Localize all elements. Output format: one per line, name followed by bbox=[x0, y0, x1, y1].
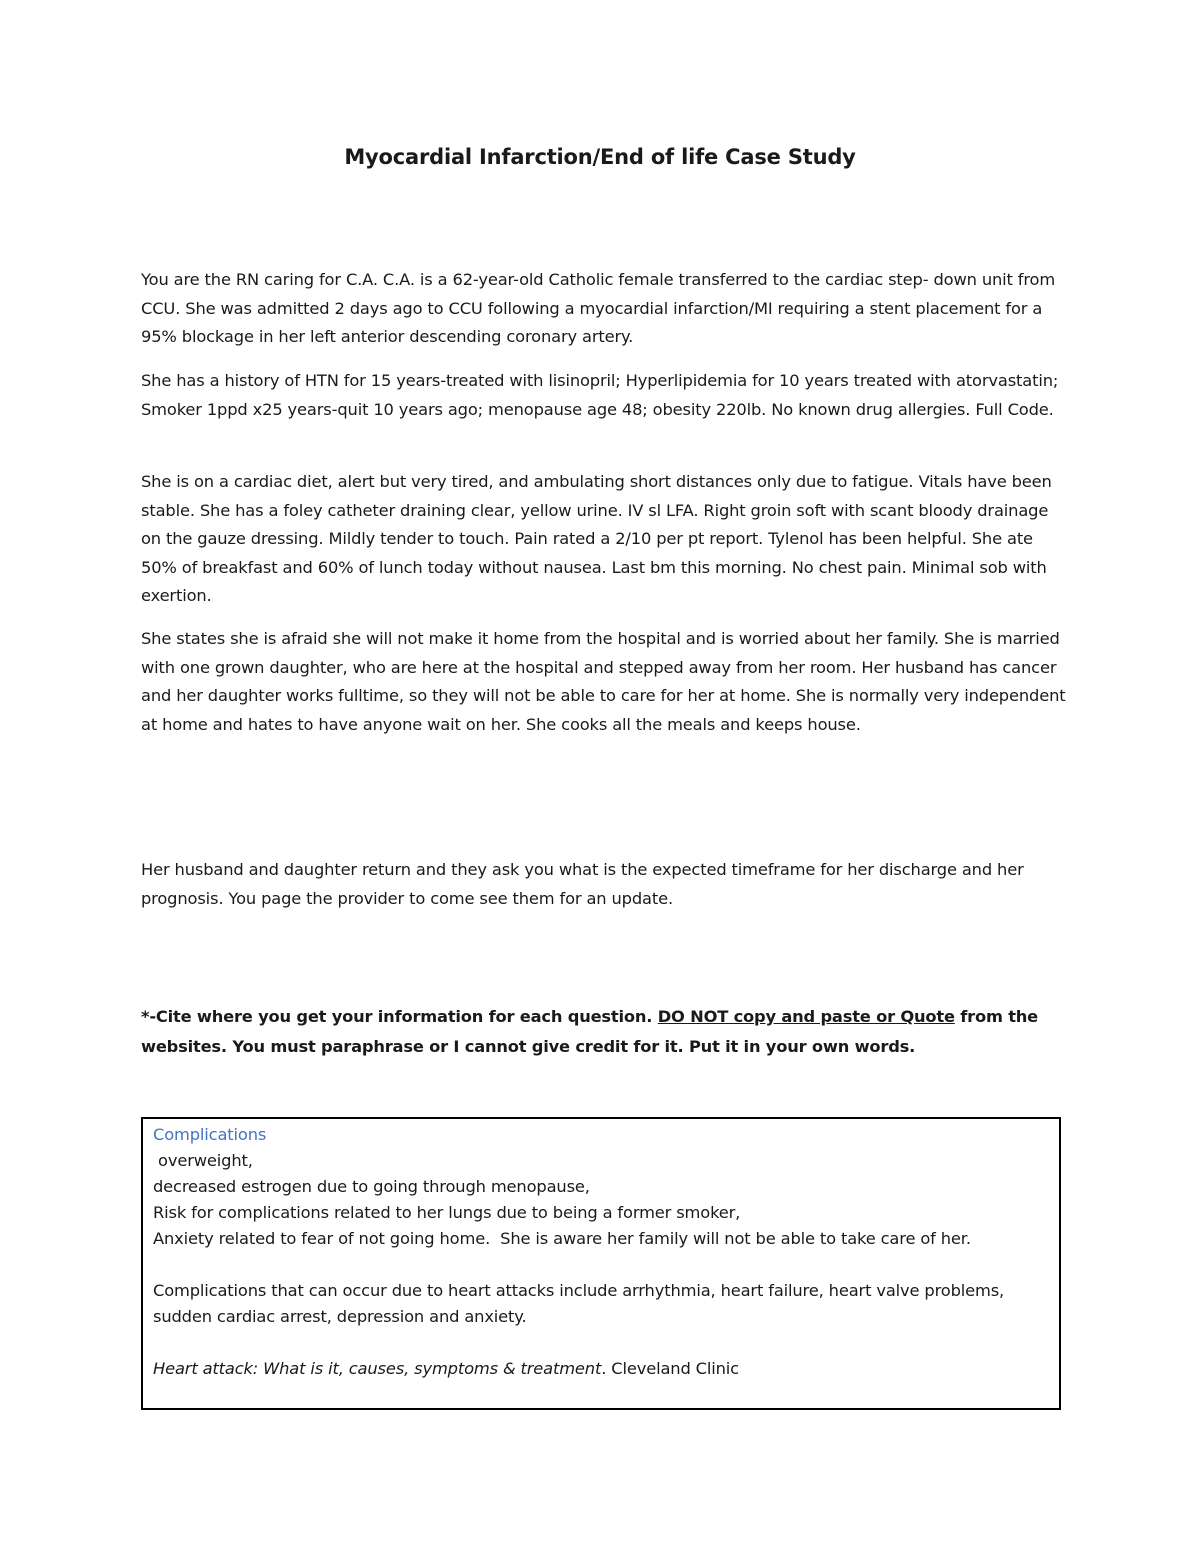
citation-instructions bbox=[141, 1002, 1071, 1062]
case-intro-paragraph: You are the RN caring for C.A. C.A. is a 62-year-old Catholic female transferred to the cardiac step- down unit from CCU. She was admitted 2 days ago to CCU following a myocardial infarction/MI requiring a stent placement for a 95% blockage in her left anterior descending coronary artery. bbox=[141, 270, 1056, 346]
answer-line: overweight, bbox=[153, 1151, 253, 1170]
answer-line: Anxiety related to fear of not going home. She is aware her family will not be able to take care of her. bbox=[153, 1229, 971, 1248]
spacer bbox=[153, 1330, 1058, 1356]
answer-line: decreased estrogen due to going through menopause, bbox=[153, 1177, 590, 1196]
note-text-end: from the websites. You must paraphrase or I cannot give credit for it. Put it in your own words. bbox=[141, 1007, 1039, 1056]
answer-line: Risk for complications related to her lungs due to being a former smoker, bbox=[153, 1203, 741, 1222]
spacer bbox=[153, 1252, 1058, 1278]
citation-title: Heart attack: What is it, causes, symptoms & treatment bbox=[153, 1359, 602, 1378]
note-underlined-text: DO NOT copy and paste or Quote bbox=[657, 1007, 955, 1026]
history-paragraph: She has a history of HTN for 15 years-treated with lisinopril; Hyperlipidemia for 10 years treated with atorvastatin; Smoker 1ppd x25 years-quit 10 years ago; menopause age 48; obesity 220lb. No known drug allergies. Full Code. bbox=[141, 371, 1059, 419]
answer-citation bbox=[153, 1356, 1058, 1382]
psychosocial-paragraph: She states she is afraid she will not make it home from the hospital and is worried about her family. She is married with one grown daughter, who are here at the hospital and stepped away from her room. Her husband has cancer and her daughter works fulltime, so they will not be able to care for her at home. She is normally very independent at home and hates to have anyone wait on her. She cooks all the meals and keeps house. bbox=[141, 629, 1066, 734]
family-paragraph: Her husband and daughter return and they ask you what is the expected timeframe for her discharge and her prognosis. You page the provider to come see them for an update. bbox=[141, 860, 1024, 908]
note-text-start: *-Cite where you get your information for each question. bbox=[141, 1007, 658, 1026]
answer-heading: Complications bbox=[153, 1125, 267, 1144]
answer-box-content bbox=[153, 1122, 1058, 1382]
assessment-paragraph: She is on a cardiac diet, alert but very tired, and ambulating short distances only due to fatigue. Vitals have been stable. She has a foley catheter draining clear, yellow urine. IV sl LFA. Right groin soft with scant bloody drainage on the gauze dressing. Mildly tender to touch. Pain rated a 2/10 per pt report. Tylenol has been helpful. She ate 50% of breakfast and 60% of lunch today without nausea. Last bm this morning. No chest pain. Minimal sob with exertion. bbox=[141, 472, 1052, 605]
answer-box bbox=[141, 1117, 1061, 1410]
citation-source: . Cleveland Clinic bbox=[601, 1359, 739, 1378]
page-title: Myocardial Infarction/End of life Case Study bbox=[344, 145, 856, 169]
answer-summary: Complications that can occur due to heart attacks include arrhythmia, heart failure, heart valve problems, sudden cardiac arrest, depression and anxiety. bbox=[153, 1281, 1005, 1326]
